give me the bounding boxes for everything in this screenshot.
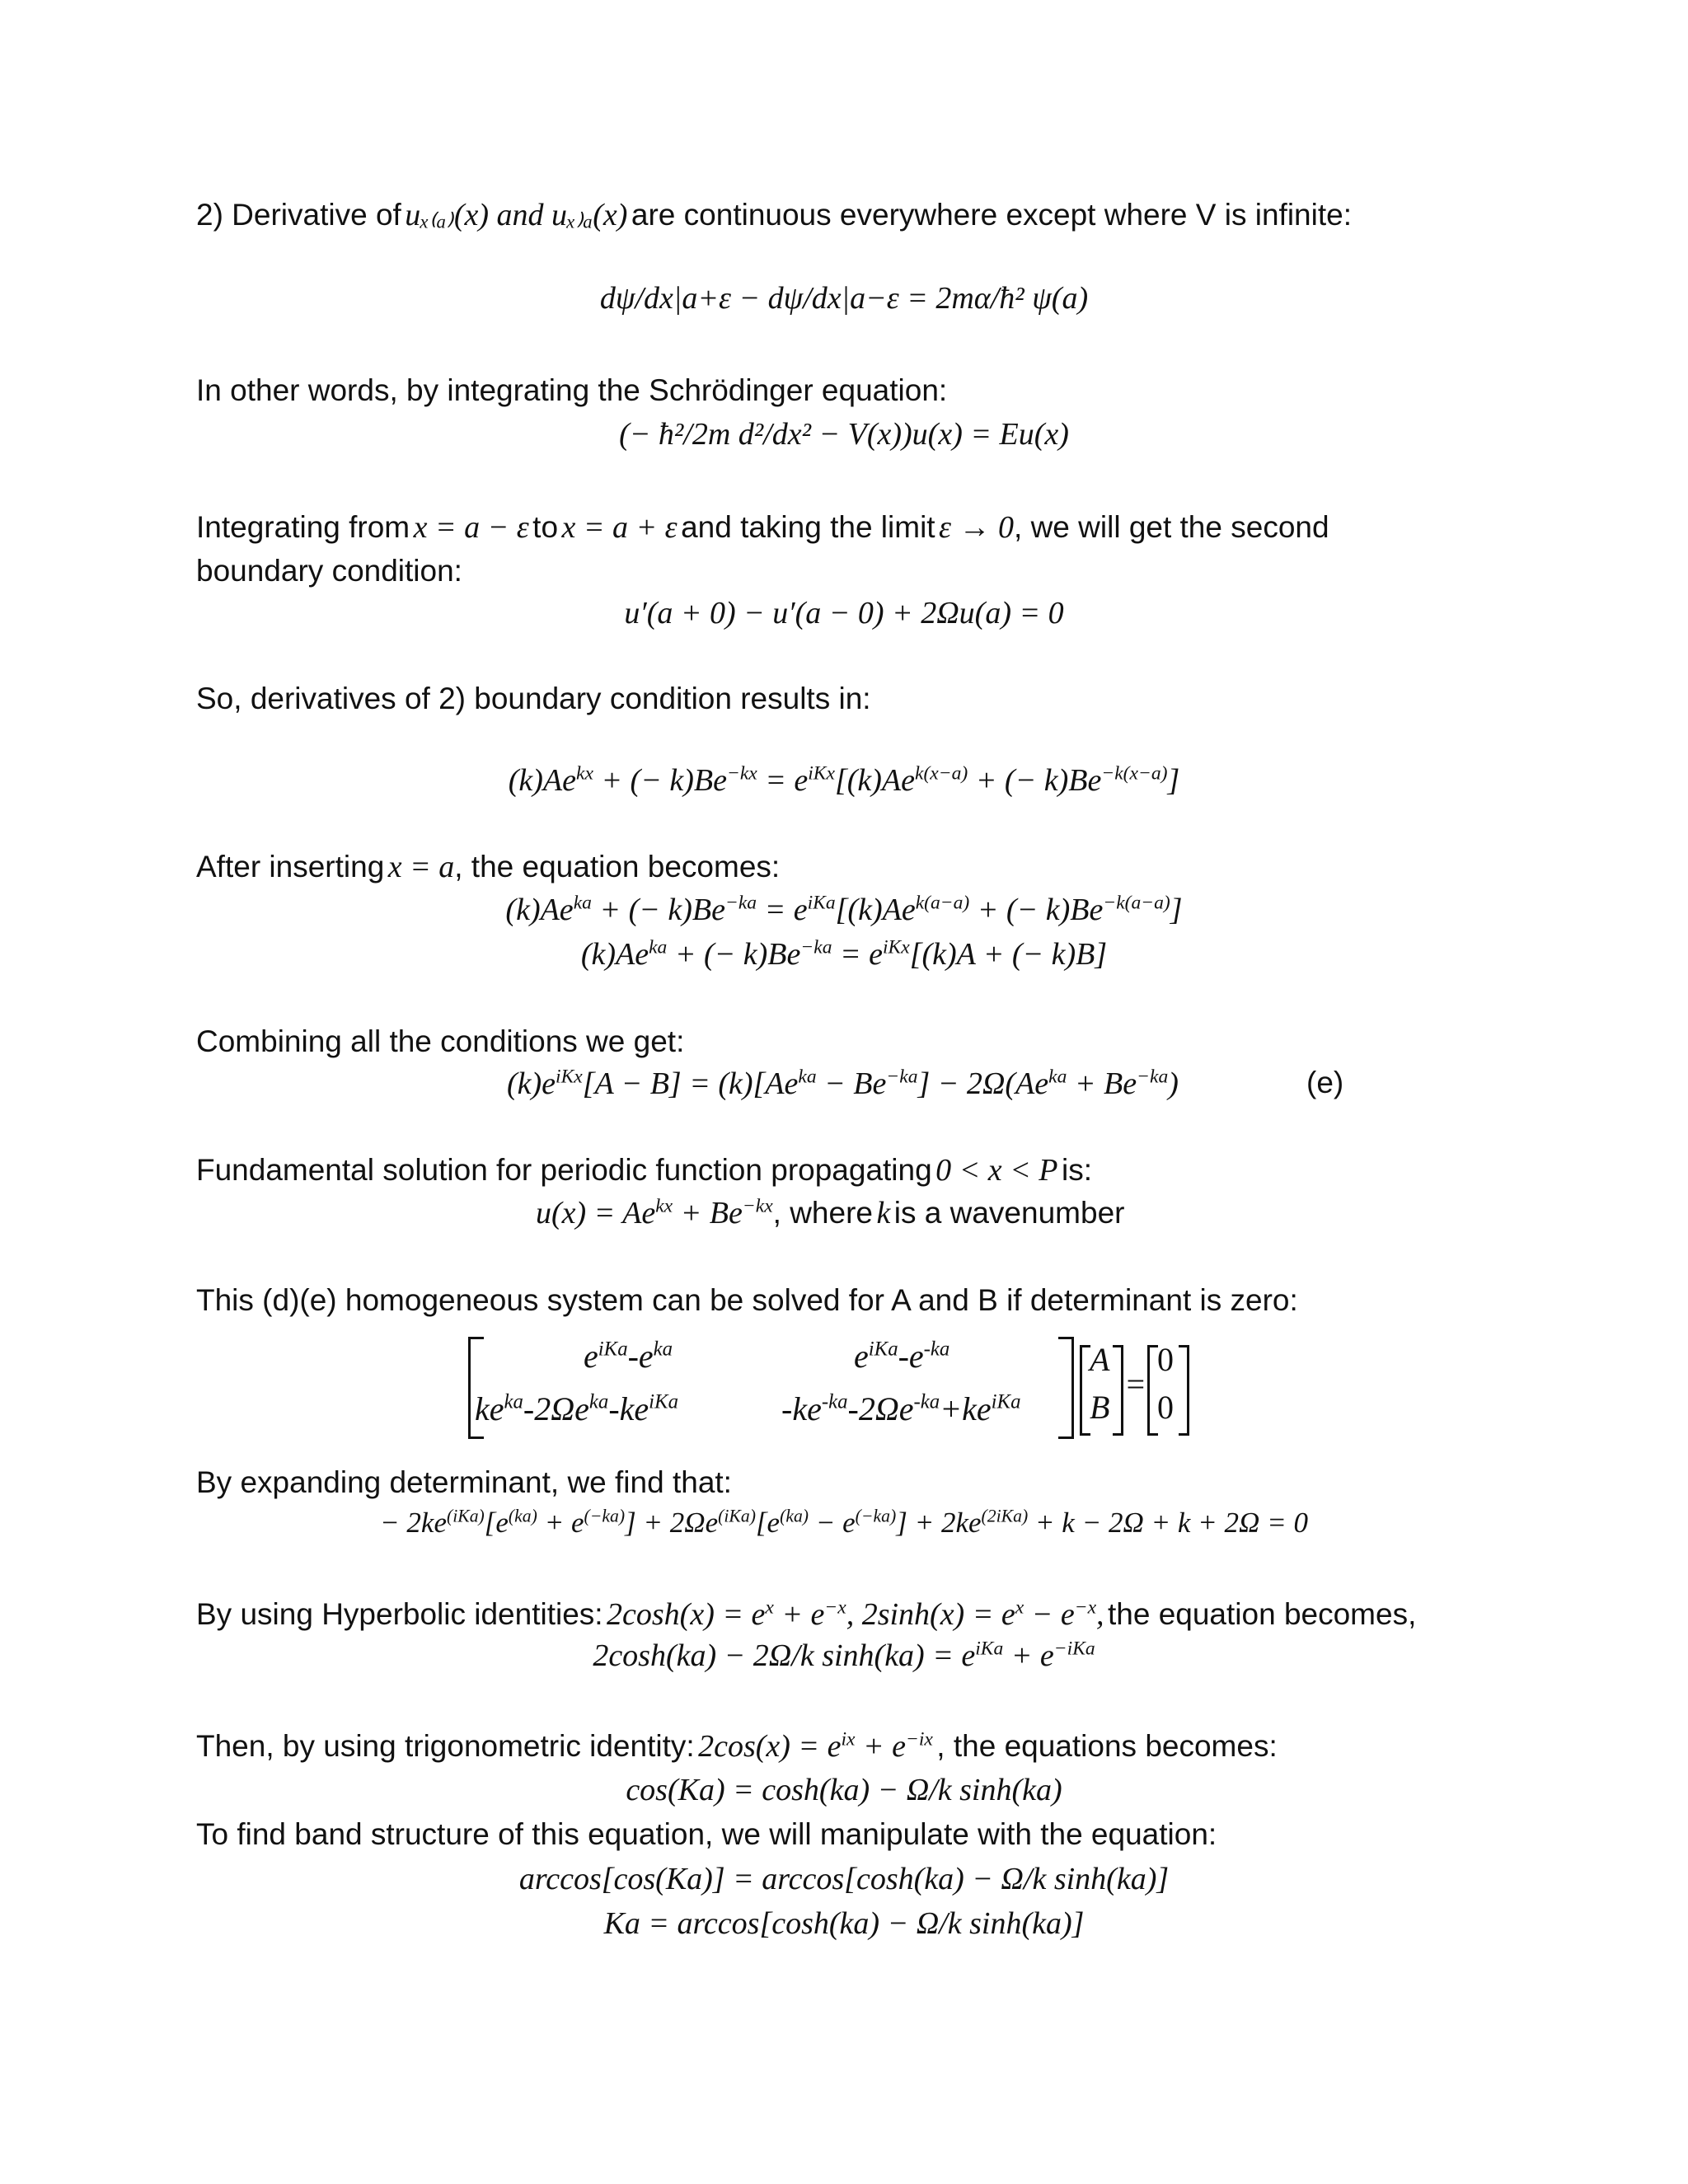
math-inline: uₓ₍ₐ₎(x) and uₓ₎ₐ(x) [405,198,628,232]
text: Fundamental solution for periodic function propagating [196,1153,932,1187]
math-inline: $2\cos(x) = e^{ix} + e^{-ix}$ [698,1728,933,1764]
text: the equation becomes, [1107,1597,1417,1631]
equation-fundamental [536,1195,1124,1231]
zero-1: 0 [1157,1341,1174,1378]
math-inline: x = a [387,850,455,884]
text: Then, by using trigonometric identity: [196,1729,695,1763]
equation-arccos-b: Ka = arccos[cosh(ka) − Ω/k sinh(ka)] [603,1906,1085,1941]
equation-determinant: − $2ke^{(iKa)}[e^{(ka)} + e^{(-ka)}] + 2\Omega e^{(iKa)}[e^{(ka)} - e^{(-ka)}] + 2ke^{(2iKa)} + k - 2\Omega + k + 2\Omega = 0$ [380,1506,1308,1539]
paragraph-combining: Combining all the conditions we get: [196,1024,685,1058]
paragraph-derivative [196,196,1352,233]
paragraph-boundary: boundary condition: [196,554,462,588]
paragraph-hyperbolic [196,1596,1416,1633]
equation-inserted-a: $(k)Ae^{ka}$ + (− $k)Be^{-ka} = e^{iKa}[(k)Ae^{k(a-a)}$ + (− $k)Be^{-k(a-a)}$] [505,892,1183,927]
paragraph-band-structure: To find band structure of this equation, we will manipulate with the equation: [196,1817,1217,1851]
matrix-bracket-right [1058,1337,1074,1439]
equation-derivative-bc: $(k)Ae^{kx}$ + (− $k)Be^{-kx} = e^{iKx}[(k)Ae^{k(x-a)}$ + (− $k)Be^{-k(x-a)}$] [508,762,1180,798]
text: After inserting [196,850,385,883]
paragraph-expanding: By expanding determinant, we find that: [196,1465,732,1499]
equation-label: (e) [1306,1066,1344,1099]
math-inline: $2\cosh(x) = e^x + e^{-x}$, $2\sinh(x) = e^x - e^{-x}$, [607,1596,1104,1632]
text: , the equations becomes: [936,1729,1278,1763]
paragraph-inserting [196,849,780,885]
paragraph-fundamental [196,1152,1092,1188]
math-inline: 0 < x < P [935,1153,1058,1188]
paragraph-schrodinger: In other words, by integrating the Schrödinger equation: [196,373,948,407]
vector-bracket-right [1113,1345,1123,1436]
equation-lhs: dψ/dx|a+ε − dψ/dx|a−ε = [599,281,928,316]
math-inline: ε → 0 [939,510,1015,545]
text: , we will get the second [1014,510,1329,544]
equation-boundary: u′(a + 0) − u′(a − 0) + 2Ωu(a) = 0 [624,596,1064,630]
matrix-cell-12: $e^{iKa}-e^{-ka}$ [854,1338,950,1375]
text: , where [772,1196,873,1230]
text: and taking the limit [681,510,935,544]
equation-rhs: 2mα/ħ² ψ(a) [935,281,1089,316]
text: are continuous everywhere except where V is infinite: [631,198,1352,232]
vector-a: A [1090,1341,1110,1378]
equation-schrodinger: (− ħ²/2m d²/dx² − V(x))u(x) = Eu(x) [619,417,1069,452]
equation-combined: $(k)e^{iKx}[A - B] = (k)[Ae^{ka} - Be^{-ka}] - 2\Omega(Ae^{ka} + Be^{-ka})$ [507,1066,1179,1101]
paragraph-trig [196,1728,1278,1765]
zero-2: 0 [1157,1389,1174,1426]
vector-b: B [1090,1389,1110,1426]
equation-jump-condition [0,280,1688,316]
matrix-system [468,1337,1210,1439]
text: is: [1061,1153,1092,1187]
text: By using Hyperbolic identities: [196,1597,603,1631]
math-inline: x = a + ε [561,510,678,545]
matrix-equals: = [1124,1366,1146,1403]
paragraph-homogeneous: This (d)(e) homogeneous system can be solved for A and B if determinant is zero: [196,1283,1298,1317]
matrix-cell-21: $ke^{ka}-2\Omega e^{ka}-ke^{iKa}$ [475,1390,678,1427]
equation-hyperbolic: 2cosh(ka) − 2Ω/k $\sinh(ka) = e^{iKa} + e^{-iKa}$ [593,1638,1095,1673]
paragraph-integrating [196,509,1329,546]
text: Integrating from [196,510,410,544]
math-inline: x = a − ε [413,510,529,545]
math-inline: $u(x) = Ae^{kx} + Be^{-kx}$ [536,1195,773,1230]
text: , the equation becomes: [454,850,781,883]
text: is a wavenumber [893,1196,1125,1230]
paragraph-derivatives: So, derivatives of 2) boundary condition results in: [196,682,871,715]
math-inline: k [876,1196,891,1230]
text: to [532,510,559,544]
equation-inserted-b: $(k)Ae^{ka}$ + (− $k)Be^{-ka} = e^{iKx}[(k)A$ + (− k)B] [580,936,1108,972]
equation-dispersion: cos(Ka) = cosh(ka) − Ω/k sinh(ka) [626,1773,1062,1807]
zero-bracket-right [1179,1345,1189,1436]
equation-arccos-a: arccos[cos(Ka)] = arccos[cosh(ka) − Ω/k sinh(ka)] [518,1862,1170,1896]
matrix-cell-22: $-ke^{-ka}-2\Omega e^{-ka}+ke^{iKa}$ [781,1390,1021,1427]
text: 2) Derivative of [196,198,401,232]
matrix-cell-11: $e^{iKa}-e^{ka}$ [584,1338,673,1375]
